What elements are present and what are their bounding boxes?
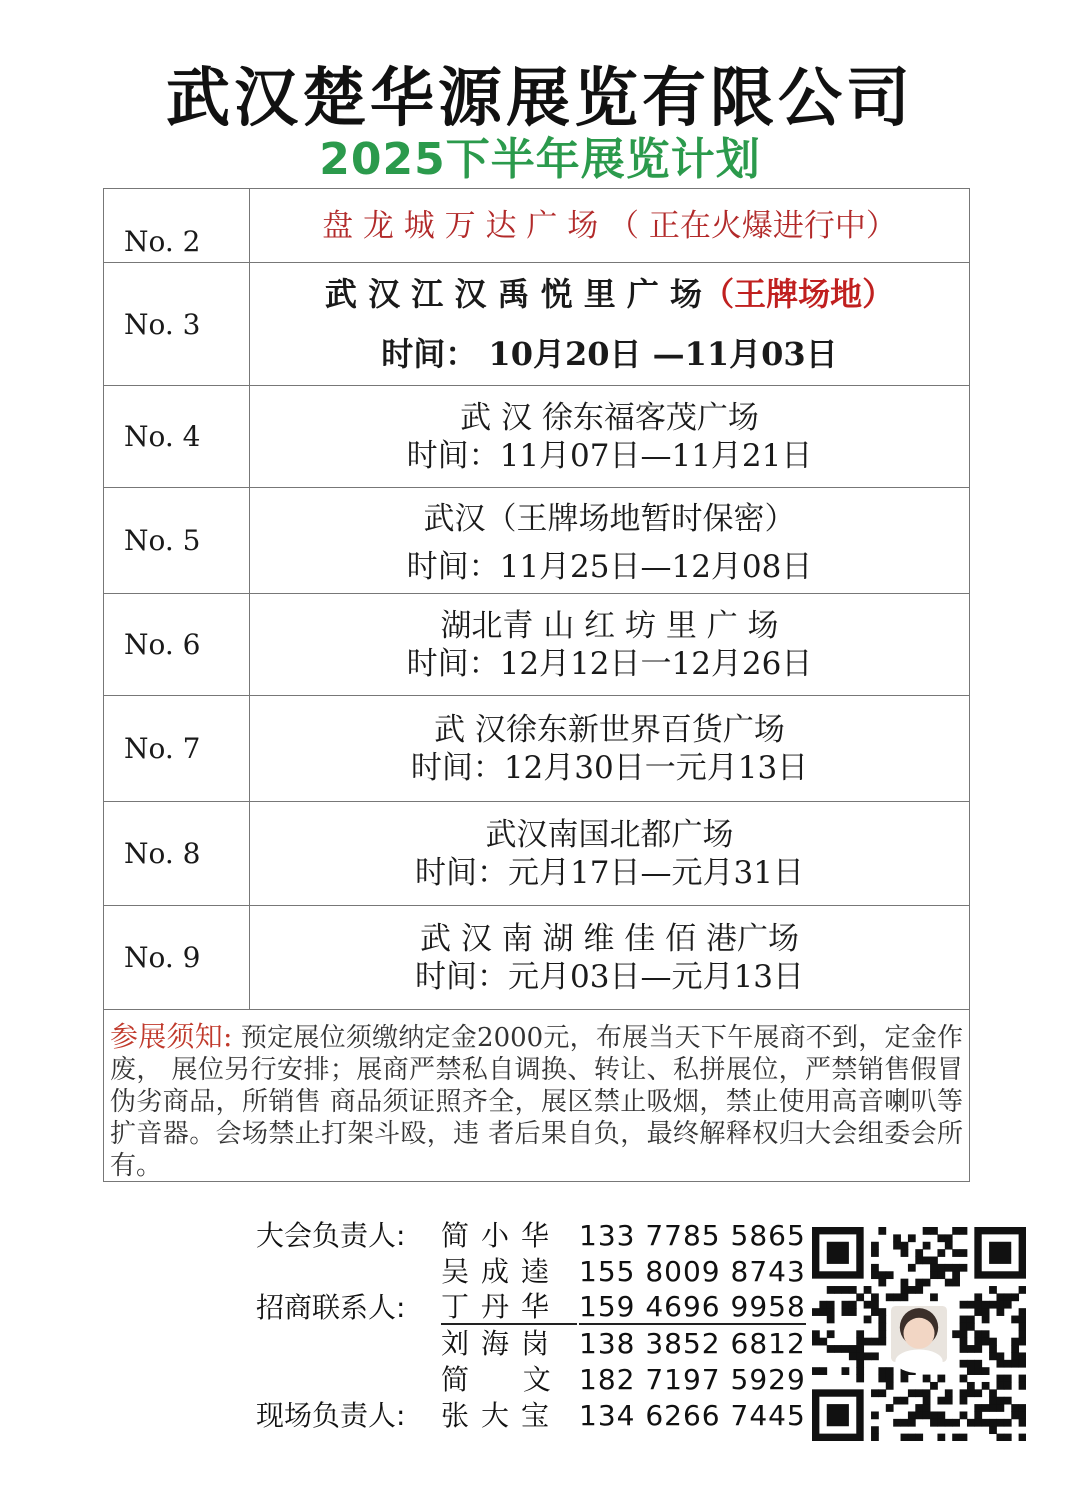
qr-code-icon: [812, 1227, 1026, 1441]
contact-phone[interactable]: 138 3852 6812: [579, 1327, 806, 1360]
contact-role: 大会负责人:: [256, 1219, 406, 1252]
contact-name: 丁丹华: [441, 1290, 577, 1325]
table-row: [104, 696, 970, 802]
event-time: 时间：11月25日—12月08日: [406, 548, 813, 585]
contact-row: [256, 1326, 806, 1362]
contact-name: 刘海岗: [441, 1327, 562, 1360]
row-number: No. 3: [104, 263, 250, 386]
avatar: [889, 1304, 948, 1373]
venue-name: 武 汉 南 湖 维 佳 佰 港广场: [420, 920, 799, 957]
table-row: [104, 386, 970, 488]
table-row: [104, 906, 970, 1010]
event-cell: [250, 386, 970, 488]
event-cell: [250, 802, 970, 906]
contact-phone[interactable]: 155 8009 8743: [579, 1255, 806, 1288]
event-time: 时间：元月03日—元月13日: [415, 958, 804, 995]
event-cell: [250, 488, 970, 594]
table-row: [104, 594, 970, 696]
contact-row: [256, 1398, 806, 1434]
venue-name: 武 汉徐东新世界百货广场: [434, 711, 785, 748]
row-number: No. 6: [104, 594, 250, 696]
contact-name: 简 文: [441, 1363, 563, 1396]
event-time: 时间：12月30日一元月13日: [410, 749, 809, 786]
event-time: 时间：11月07日—11月21日: [406, 437, 813, 474]
contact-row: [256, 1290, 806, 1326]
contact-name: 张大宝: [441, 1399, 562, 1432]
event-cell: [250, 906, 970, 1010]
contact-row: [256, 1218, 806, 1254]
page-title: 武汉楚华源展览有限公司: [166, 62, 914, 136]
contact-phone[interactable]: 133 7785 5865: [579, 1219, 806, 1252]
page-subtitle: 2025下半年展览计划: [319, 134, 761, 185]
notice-body: 预定展位须缴纳定金2000元，布展当天下午展商不到，定金作废， 展位另行安排；展商严禁私自调换、转让、私拼展位，严禁销售假冒伪劣商品，所销售 商品须证照齐全，展区禁止吸烟，禁止使用高音喇叭等扩音器。会场禁止打架斗殴，违 者后果自负，最终解释权归大会组委会所有。: [110, 1023, 963, 1181]
venue-name: 武 汉 江 汉 禹 悦 里 广 场: [324, 275, 703, 313]
venue-name: 武汉南国北都广场: [485, 816, 734, 853]
event-time: 时间： 10月20日 —11月03日: [381, 335, 838, 373]
venue-tag: （王牌场地）: [702, 275, 895, 313]
row-number: No. 7: [104, 696, 250, 802]
contact-role: 现场负责人:: [256, 1399, 406, 1432]
contact-phone[interactable]: 134 6266 7445: [579, 1399, 806, 1432]
table-row: [104, 488, 970, 594]
venue-name: 武 汉 徐东福客茂广场: [460, 399, 759, 436]
contact-phone[interactable]: 159 4696 9958: [579, 1290, 806, 1323]
table-row: [104, 263, 970, 386]
schedule-table: [103, 188, 970, 1010]
table-row: [104, 802, 970, 906]
notice-lead: 参展须知:: [110, 1020, 233, 1053]
event-cell: [250, 594, 970, 696]
row-number: No. 9: [104, 906, 250, 1010]
table-row: [104, 189, 970, 263]
event-time: 时间：12月12日一12月26日: [406, 645, 813, 682]
contact-role: 招商联系人:: [256, 1291, 406, 1324]
contact-name: 吴成逵: [441, 1255, 562, 1288]
contact-phone[interactable]: 182 7197 5929: [579, 1363, 806, 1396]
event-time: 时间：元月17日—元月31日: [415, 854, 804, 891]
contact-row: [256, 1254, 806, 1290]
venue-name: 盘 龙 城 万 达 广 场 （ 正在火爆进行中）: [322, 207, 897, 244]
row-number: No. 8: [104, 802, 250, 906]
row-number: No. 5: [104, 488, 250, 594]
contact-row: [256, 1362, 806, 1398]
event-cell: [250, 696, 970, 802]
row-number: No. 2: [104, 189, 250, 263]
contact-name: 简小华: [441, 1219, 562, 1252]
row-number: No. 4: [104, 386, 250, 488]
venue-name: 武汉（王牌场地暂时保密）: [423, 500, 796, 537]
exhibitor-notice: [103, 1009, 970, 1182]
contact-list: [256, 1218, 806, 1434]
event-cell: [250, 189, 970, 263]
venue-name: 湖北青 山 红 坊 里 广 场: [440, 607, 779, 644]
event-cell: [250, 263, 970, 386]
